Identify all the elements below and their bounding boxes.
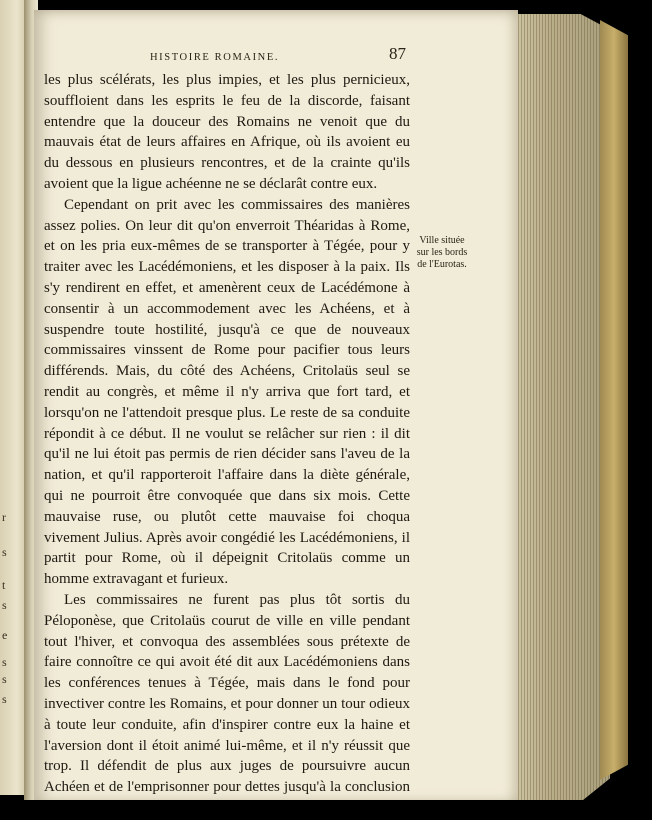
marginal-note-line: Ville située [419,235,465,246]
page-block-fore-edge [512,14,610,802]
body-text [44,70,410,819]
margin-letter: s [2,545,7,559]
paragraph-3: Les commissaires ne furent pas plus tôt sortis du Péloponèse, que Critolaüs courut de ville en ville pendant tout l'hiver, et convoqua des assemblées sous prétexte de faire connoître ce qui avoit été dit aux Lacédémoniens dans les conférences tenues à Tégée, mais dans le fond pour invectiver contre les Romains, et pour donner un tour odieux à toute leur conduite, afin d'inspirer contre eux la haine et l'aversion dont il étoit animé lui-même, et il n'y réussit que trop. Il défendit de plus aux juges de poursuivre aucun Achéen et de l'emprisonner pour dettes jusqu'à la conclusion [44,591,410,796]
margin-letter: e [2,628,8,642]
paragraph-2: Cependant on prit avec les commissaires des manières assez polies. On leur dit qu'on enverroit Théaridas à Rome, et on les pria eux-mêmes de se transporter à Tégée, pour y traiter avec les Lacédémoniens, et les disposer à la paix. Ils s'y rendirent en effet, et amenèrent ceux de Lacédémone à consentir à un accommodement avec les Achéens, et à suspendre toute hostilité, jusqu'à ce que de nouveaux commissaires vinssent de Rome pour pacifier tous leurs différends. Mais, du côté des Achéens, Critolaüs seul se rendit au congrès, et même il n'y arriva que fort tard, et lorsqu'on ne l'attendoit presque plus. Le reste de sa conduite répondit à ce début. Il ne voulut se relâcher sur rien : il dit qu'il ne lui étoit pas permis de rien décider sans l'aveu de la nation, et qu'il rapporteroit l'affaire dans la diète générale, qui ne pourroit être convoquée que dans six mois. Cette mauvaise ruse, ou plutôt cette mauvaise foi choqua vivement Julius. Après avoir congédié les Lacédémoniens, il partit pour Rome, où il dépeignit Critolaüs comme un homme extravagant et furieux. [44,196,410,588]
book-cover-edge [600,20,628,780]
marginal-note [410,235,474,271]
margin-letter: s [2,672,7,686]
margin-letter: r [2,510,6,524]
background-shadow [0,800,652,820]
margin-letter: t [2,578,6,592]
paragraph-1: les plus scélérats, les plus impies, et les plus pernicieux, souffloient dans les esprits le feu de la discorde, faisant entendre que la douceur des Romains ne venoit que du mauvais état de leurs affaires en Afrique, où ils avoient eu du dessous en plusieurs rencontres, et de la crainte qu'ils avoient que la ligue achéenne ne se déclarât contre eux. [44,72,410,192]
running-head: HISTOIRE ROMAINE. [150,52,280,63]
margin-letter: s [2,655,7,669]
marginal-note-line: de l'Eurotas. [417,259,467,270]
margin-letter: s [2,692,7,706]
marginal-note-line: sur les bords [416,247,468,258]
previous-page-letters [0,0,14,795]
margin-letter: s [2,598,7,612]
page-number: 87 [389,44,406,63]
